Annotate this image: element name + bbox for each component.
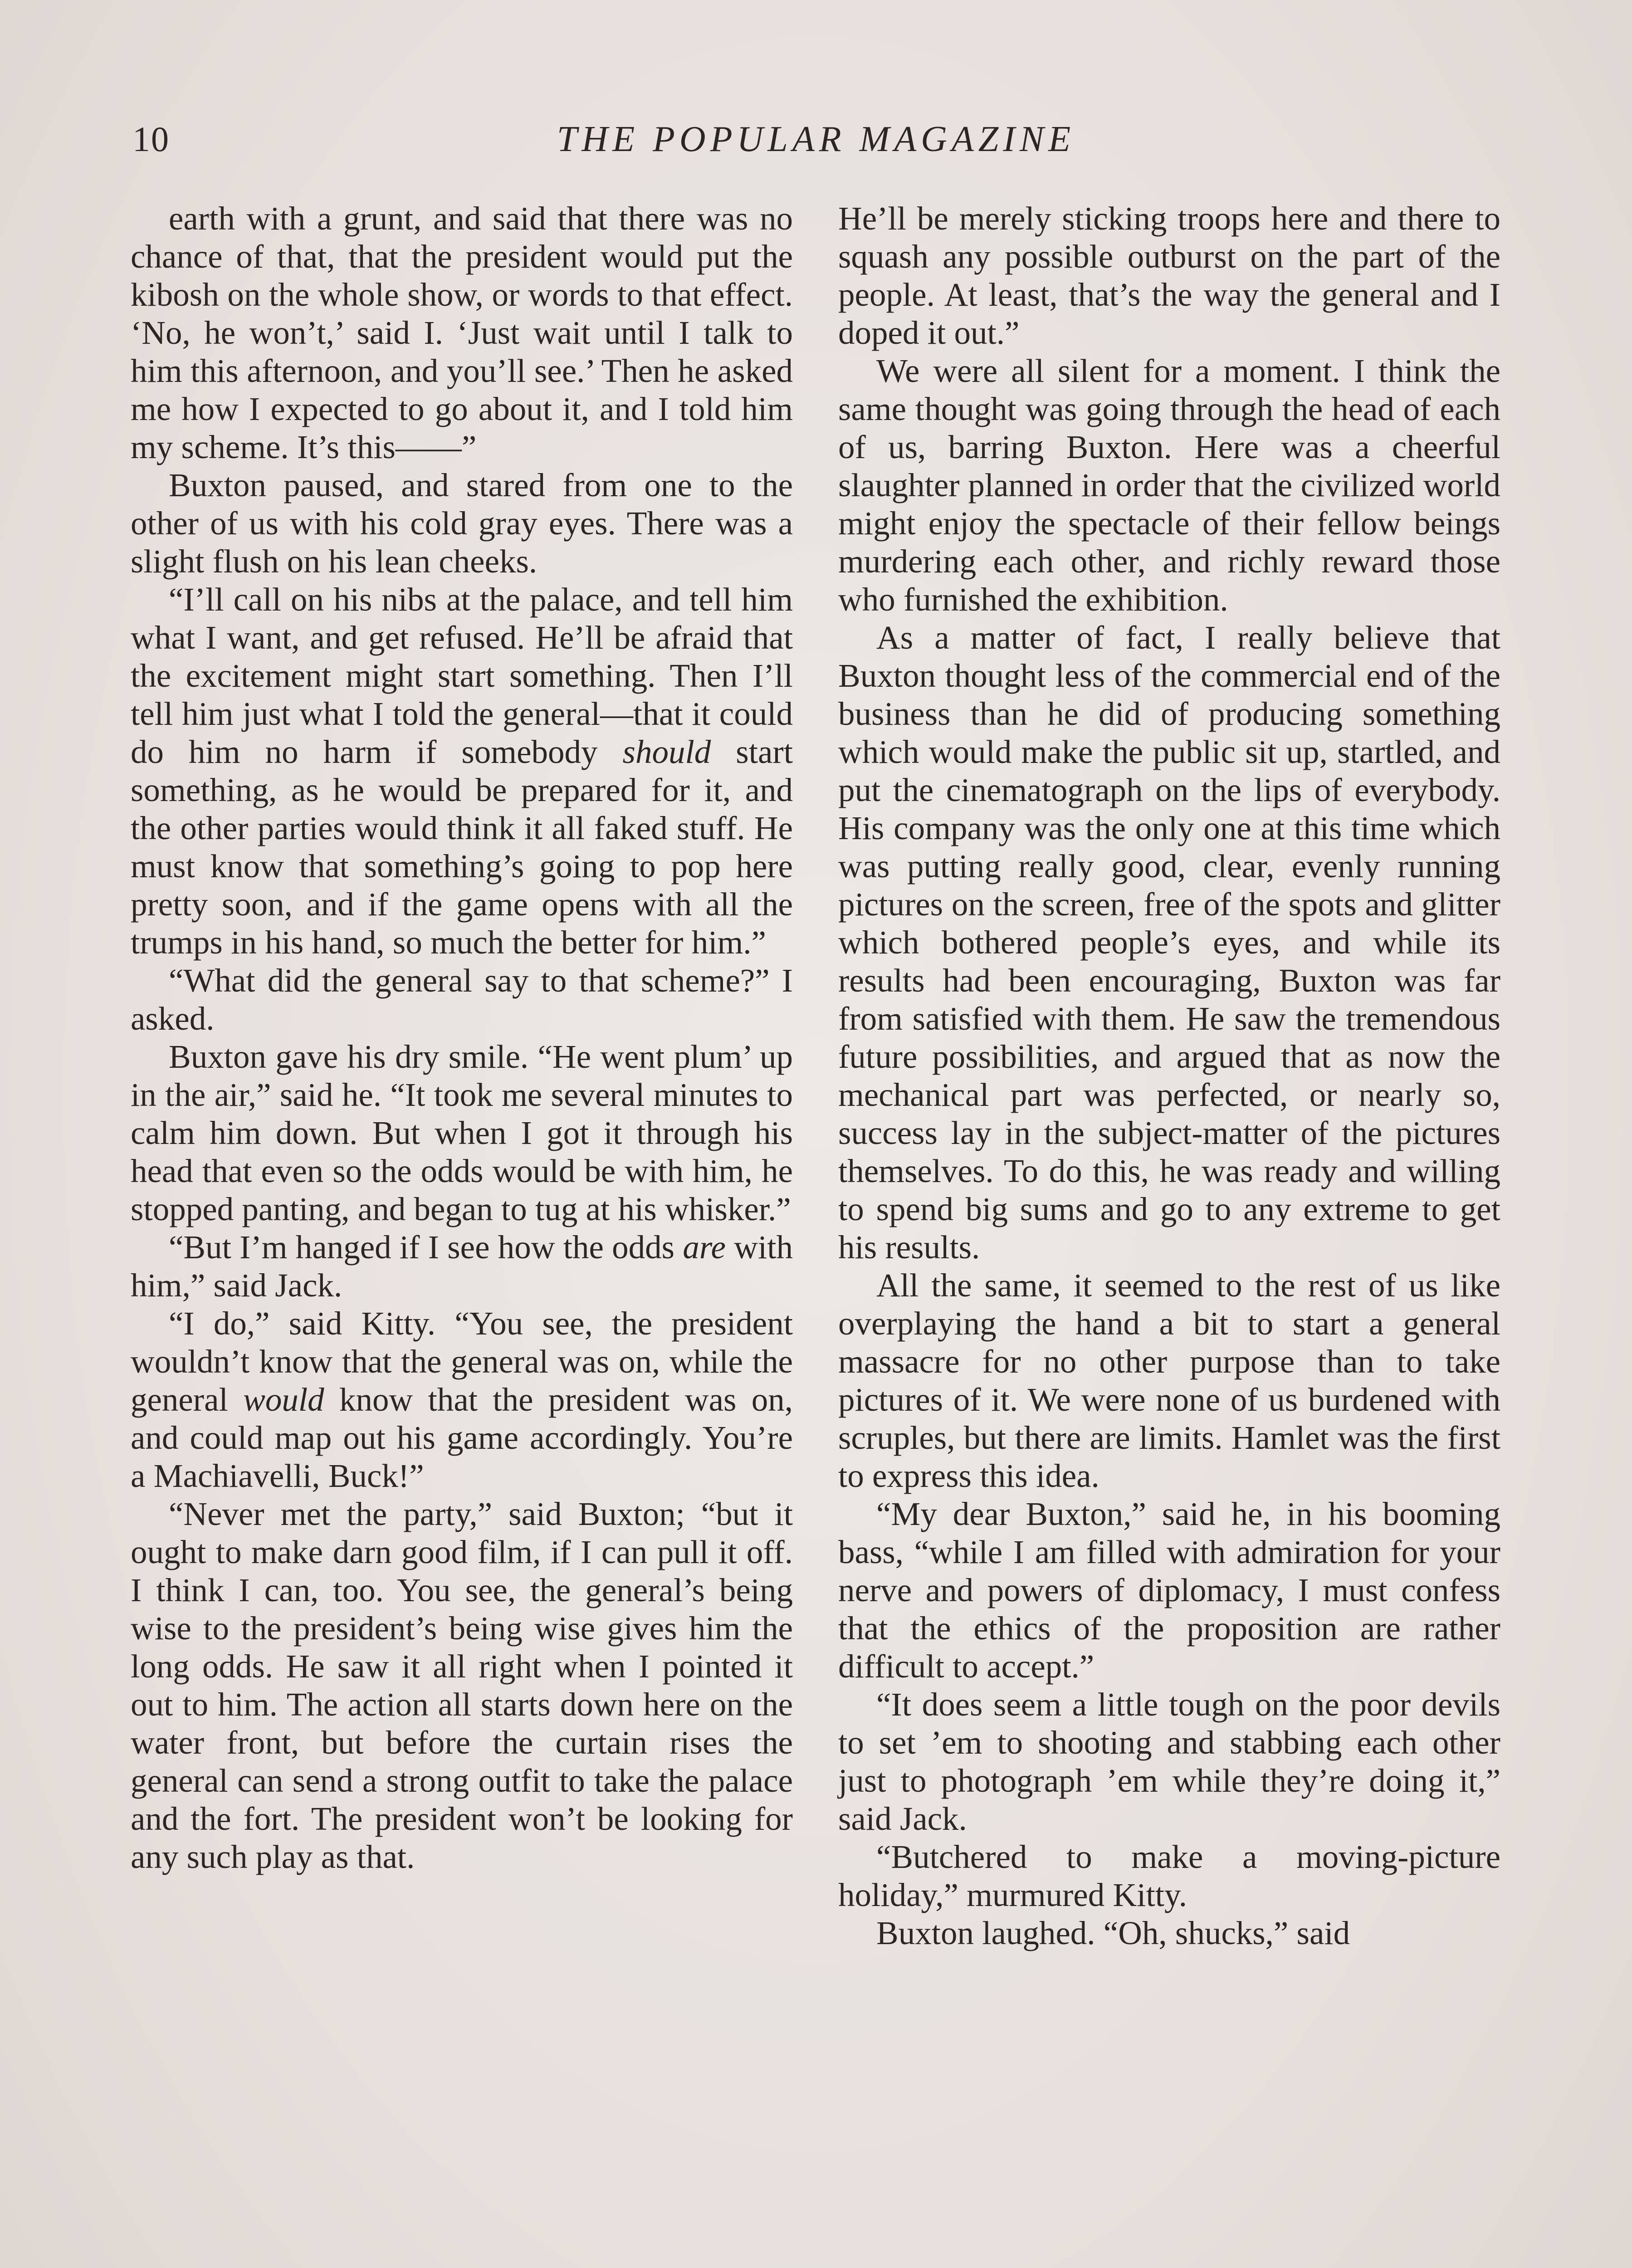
text-run: “But I’m hanged if I see how the odds xyxy=(169,1229,683,1266)
paragraph xyxy=(838,1914,1500,1952)
paragraph xyxy=(838,200,1500,352)
text-run: “Never met the party,” said Buxton; “but it ought to make darn good film, if I can pull it off. I think I can, too. You see, the general’s being wise to the president’s being wise gives him the long odds. He saw it all right when I pointed it out to him. The action all starts down here on the water front, but before the curtain rises the general can send a strong outfit to take the palace and the fort. The president won’t be looking for any such play as that. xyxy=(131,1496,793,1875)
paragraph xyxy=(838,1838,1500,1914)
text-run: As a matter of fact, I really believe that Buxton thought less of the commercial end of the business than he did of producing something which would make the public sit up, startled, and put the cinematograph on the lips of everybody. His company was the only one at this time which was putting really good, clear, evenly running pictures on the screen, free of the spots and glitter which bothered people’s eyes, and while its results had been encouraging, Buxton was far from satisfied with them. He saw the tremendous future possibilities, and argued that as now the mechanical part was perfected, or nearly so, success lay in the subject-matter of the pictures themselves. To do this, he was ready and willing to spend big sums and go to any extreme to get his results. xyxy=(838,619,1500,1266)
text-run: We were all silent for a moment. I think the same thought was going through the head of each of us, barring Buxton. Here was a cheerful slaughter planned in order that the civilized world might enjoy the spectacle of their fellow beings murdering each other, and richly reward those who furnished the exhibition. xyxy=(838,352,1500,618)
paragraph xyxy=(131,1305,793,1495)
text-run: “I do,” said Kitty. “You see, the president wouldn’t know that the general was on, while the general xyxy=(131,1305,793,1418)
text-run: All the same, it seemed to the rest of us like overplaying the hand a bit to start a general massacre for no other purpose than to take pictures of it. We were none of us burdened with scruples, but there are limits. Hamlet was the first to express this idea. xyxy=(838,1267,1500,1494)
text-run: Buxton laughed. “Oh, shucks,” said xyxy=(876,1915,1350,1951)
text-run: know that the president was on, and could map out his game accordingly. You’re a Machiavelli, Buck!” xyxy=(131,1381,793,1494)
paragraph xyxy=(131,962,793,1038)
left-text-column xyxy=(131,200,793,1876)
right-text-column xyxy=(838,200,1500,1952)
text-run: “My dear Buxton,” said he, in his booming bass, “while I am filled with admiration for your nerve and powers of diplomacy, I must confess that the ethics of the proposition are rather difficult to accept.” xyxy=(838,1496,1500,1685)
text-run: Buxton gave his dry smile. “He went plum’ up in the air,” said he. “It took me several minutes to calm him down. But when I got it through his head that even so the odds would be with him, he stopped panting, and began to tug at his whisker.” xyxy=(131,1038,793,1227)
paragraph xyxy=(131,581,793,962)
paragraph xyxy=(131,1228,793,1305)
text-run: “I’ll call on his nibs at the palace, and tell him what I want, and get refused. He’ll be afraid that the excitement might start something. Then I’ll tell him just what I told the general—that it could do him no harm if somebody xyxy=(131,581,793,770)
paragraph xyxy=(838,352,1500,619)
text-run: with him,” said Jack. xyxy=(131,1229,793,1304)
paragraph xyxy=(838,1495,1500,1686)
text-run: “What did the general say to that scheme?” I asked. xyxy=(131,962,793,1037)
paragraph xyxy=(131,1495,793,1876)
paragraph xyxy=(838,1266,1500,1495)
paragraph xyxy=(838,619,1500,1266)
text-run: He’ll be merely sticking troops here and there to squash any possible outburst on the part of the people. At least, that’s the way the general and I doped it out.” xyxy=(838,200,1500,351)
page-number: 10 xyxy=(132,119,170,159)
paragraph xyxy=(131,200,793,466)
italic-text: should xyxy=(622,733,711,770)
italic-text: are xyxy=(683,1229,726,1266)
running-head: THE POPULAR MAGAZINE xyxy=(557,119,1075,159)
paragraph xyxy=(838,1686,1500,1838)
text-run: earth with a grunt, and said that there was no chance of that, that the president would put the kibosh on the whole show, or words to that effect. ‘No, he won’t,’ said I. ‘Just wait until I talk to him this afternoon, and you’ll see.’ Then he asked me how I expected to go about it, and I told him my scheme. It’s this——” xyxy=(131,200,793,465)
paragraph xyxy=(131,1038,793,1228)
paragraph xyxy=(131,466,793,581)
text-run: “It does seem a little tough on the poor devils to set ’em to shooting and stabbing each other just to photograph ’em while they’re doing it,” said Jack. xyxy=(838,1686,1500,1837)
text-run: start something, as he would be prepared for it, and the other parties would think it all faked stuff. He must know that something’s going to pop here pretty soon, and if the game opens with all the trumps in his hand, so much the better for him.” xyxy=(131,733,793,961)
text-run: “Butchered to make a moving-picture holiday,” murmured Kitty. xyxy=(838,1838,1500,1913)
italic-text: would xyxy=(243,1381,324,1418)
text-run: Buxton paused, and stared from one to the other of us with his cold gray eyes. There was a slight flush on his lean cheeks. xyxy=(131,467,793,580)
